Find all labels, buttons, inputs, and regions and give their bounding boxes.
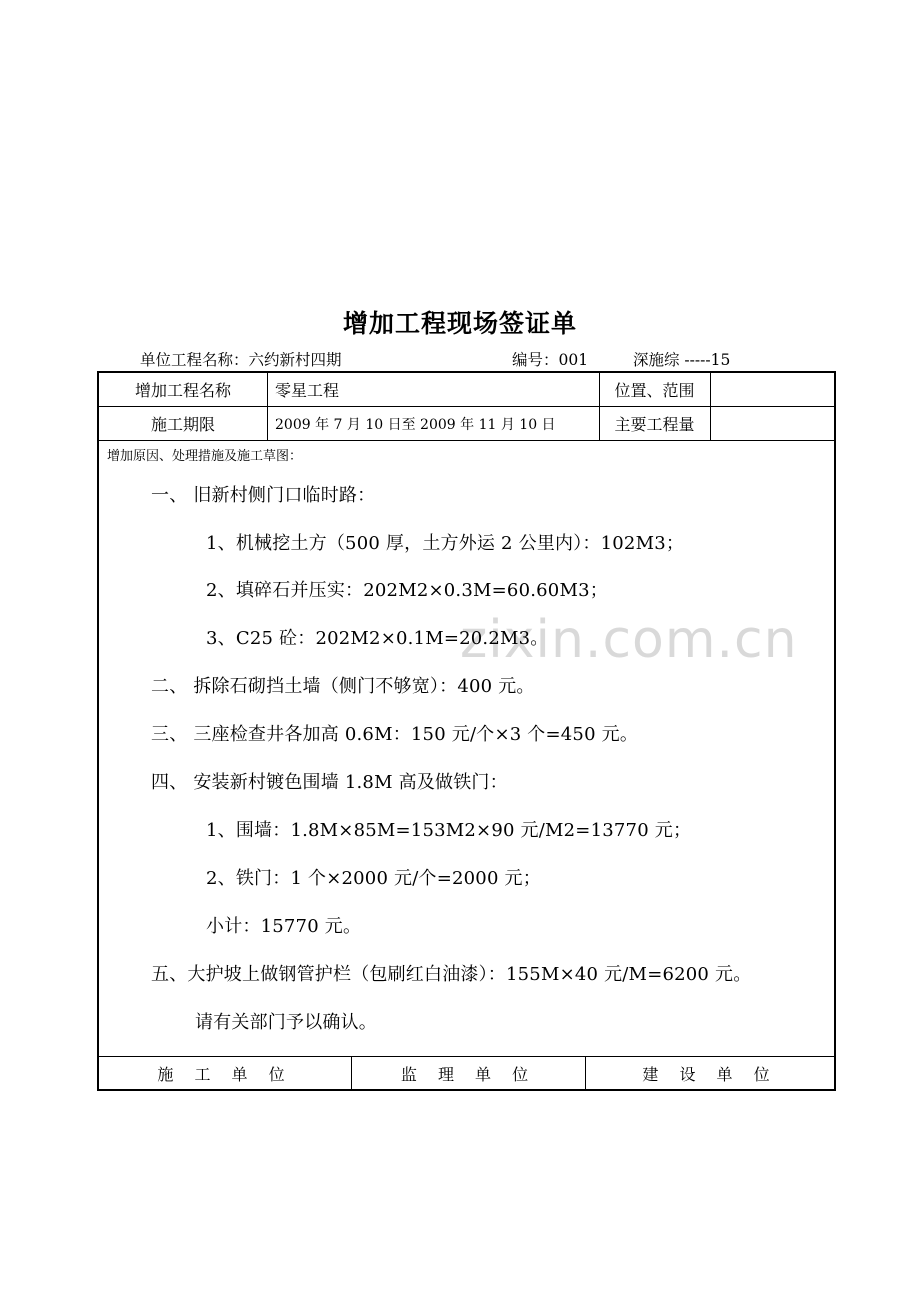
item-line: 四、 安装新村镀色围墙 1.8M 高及做铁门： (151, 772, 508, 793)
project-name-label: 增加工程名称 (134, 381, 231, 400)
project-name-value: 零星工程 (275, 381, 340, 400)
item-line: 2、铁门：1 个×2000 元/个=2000 元； (206, 868, 541, 889)
supervision-unit-label: 监 理 单 位 (400, 1064, 537, 1084)
construction-unit-label: 施 工 单 位 (157, 1064, 293, 1084)
visa-form-table (97, 371, 836, 1091)
period-value: 2009 年 7 月 10 日至 2009 年 11 月 10 日 (275, 416, 556, 433)
item-line: 一、 旧新村侧门口临时路： (151, 485, 376, 506)
description-label: 增加原因、处理措施及施工草图： (107, 449, 303, 464)
item-line: 2、填碎石并压实：202M2×0.3M=60.60M3； (206, 580, 608, 601)
subtotal-line: 小计：15770 元。 (206, 916, 362, 937)
unit-project-name: 单位工程名称：六约新村四期 (140, 351, 342, 369)
column-divider (267, 373, 268, 440)
serial-number: 编号：001 (512, 351, 589, 369)
watermark: zixin.com.cn (460, 610, 798, 670)
confirmation-request: 请有关部门予以确认。 (195, 1012, 377, 1033)
document-code: 深施综 -----15 (633, 351, 731, 369)
row-divider (99, 440, 834, 441)
quantity-value (711, 407, 831, 440)
item-line: 三、 三座检查井各加高 0.6M：150 元/个×3 个=450 元。 (151, 724, 639, 745)
item-line: 1、围墙：1.8M×85M=153M2×90 元/M2=13770 元； (206, 820, 692, 841)
item-line: 五、大护坡上做钢管护栏（包刷红白油漆）：155M×40 元/M=6200 元。 (151, 964, 752, 985)
document-title: 增加工程现场签证单 (342, 309, 577, 338)
quantity-label: 主要工程量 (614, 415, 695, 434)
period-label: 施工期限 (150, 415, 215, 434)
owner-unit-label: 建 设 单 位 (642, 1064, 778, 1084)
item-line: 3、C25 砼：202M2×0.1M=20.2M3。 (206, 628, 549, 649)
location-value (711, 373, 831, 406)
item-line: 1、机械挖土方（500 厚，土方外运 2 公里内）：102M3； (206, 533, 685, 554)
item-line: 二、 拆除石砌挡土墙（侧门不够宽）：400 元。 (151, 676, 535, 697)
location-label: 位置、范围 (614, 381, 695, 400)
